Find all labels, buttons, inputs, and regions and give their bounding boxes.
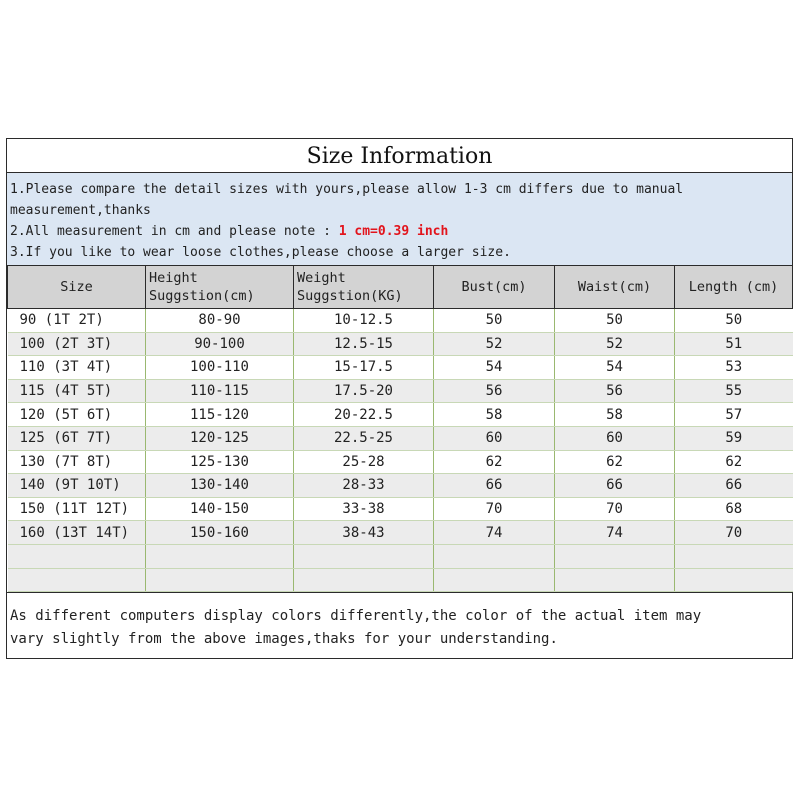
empty-cell: [434, 544, 555, 568]
header-bust: Bust(cm): [434, 266, 555, 309]
table-cell: 12.5-15: [294, 332, 434, 356]
note-line-3: [10, 221, 788, 242]
table-row: [8, 521, 793, 545]
table-cell: 100-110: [146, 356, 294, 380]
table-row: [8, 309, 793, 333]
table-cell: 50: [434, 309, 555, 333]
table-cell: 125-130: [146, 450, 294, 474]
header-weight: [294, 266, 434, 309]
note-line-3-text: 2.All measurement in cm and please note :: [10, 224, 339, 239]
header-weight-line2: Suggstion(KG): [297, 288, 403, 304]
size-table: [7, 265, 793, 592]
table-cell: 22.5-25: [294, 426, 434, 450]
table-cell: 59: [675, 426, 793, 450]
unit-conversion-highlight: 1 cm=0.39 inch: [338, 224, 449, 239]
empty-cell: [555, 544, 675, 568]
note-line-4: 3.If you like to wear loose clothes,please choose a larger size.: [10, 245, 511, 260]
table-cell: 74: [555, 521, 675, 545]
table-cell: 50: [555, 309, 675, 333]
table-cell: 62: [555, 450, 675, 474]
table-cell: 150-160: [146, 521, 294, 545]
page-title: Size Information: [7, 139, 792, 173]
header-height-line1: Height: [149, 270, 198, 286]
table-cell: 57: [675, 403, 793, 427]
table-header-row: [8, 266, 793, 309]
table-cell: 140-150: [146, 497, 294, 521]
table-cell: 110 (3T 4T): [8, 356, 146, 380]
table-cell: 110-115: [146, 379, 294, 403]
table-cell: 54: [434, 356, 555, 380]
table-row: [8, 356, 793, 380]
empty-cell: [294, 544, 434, 568]
table-cell: 58: [434, 403, 555, 427]
color-disclaimer: [7, 592, 792, 652]
table-row: [8, 497, 793, 521]
table-cell: 28-33: [294, 474, 434, 498]
header-height: [146, 266, 294, 309]
disclaimer-line-1: As different computers display colors differently,the color of the actual item may: [10, 608, 702, 625]
table-cell: 115 (4T 5T): [8, 379, 146, 403]
table-cell: 125 (6T 7T): [8, 426, 146, 450]
empty-cell: [675, 568, 793, 592]
table-cell: 33-38: [294, 497, 434, 521]
table-row: [8, 474, 793, 498]
note-line-2: measurement,thanks: [10, 203, 151, 218]
table-cell: 74: [434, 521, 555, 545]
table-cell: 15-17.5: [294, 356, 434, 380]
table-cell: 17.5-20: [294, 379, 434, 403]
table-cell: 62: [675, 450, 793, 474]
table-row: [8, 426, 793, 450]
table-cell: 80-90: [146, 309, 294, 333]
table-cell: 58: [555, 403, 675, 427]
empty-cell: [555, 568, 675, 592]
table-cell: 160 (13T 14T): [8, 521, 146, 545]
empty-cell: [675, 544, 793, 568]
empty-table-row: [8, 544, 793, 568]
table-cell: 66: [675, 474, 793, 498]
table-row: [8, 332, 793, 356]
table-cell: 115-120: [146, 403, 294, 427]
table-cell: 120-125: [146, 426, 294, 450]
table-cell: 70: [675, 521, 793, 545]
empty-cell: [146, 544, 294, 568]
table-cell: 56: [434, 379, 555, 403]
table-cell: 150 (11T 12T): [8, 497, 146, 521]
table-cell: 140 (9T 10T): [8, 474, 146, 498]
empty-cell: [8, 568, 146, 592]
header-waist: Waist(cm): [555, 266, 675, 309]
table-cell: 52: [434, 332, 555, 356]
table-cell: 66: [555, 474, 675, 498]
size-chart-frame: [6, 138, 793, 659]
header-size: Size: [8, 266, 146, 309]
table-cell: 70: [434, 497, 555, 521]
table-cell: 70: [555, 497, 675, 521]
table-cell: 54: [555, 356, 675, 380]
table-cell: 51: [675, 332, 793, 356]
table-row: [8, 379, 793, 403]
table-cell: 56: [555, 379, 675, 403]
table-cell: 66: [434, 474, 555, 498]
table-cell: 90 (1T 2T): [8, 309, 146, 333]
table-cell: 53: [675, 356, 793, 380]
table-row: [8, 450, 793, 474]
empty-cell: [294, 568, 434, 592]
table-cell: 60: [555, 426, 675, 450]
table-cell: 100 (2T 3T): [8, 332, 146, 356]
disclaimer-line-2: vary slightly from the above images,thaks for your understanding.: [10, 631, 558, 648]
table-cell: 130-140: [146, 474, 294, 498]
table-row: [8, 403, 793, 427]
table-cell: 90-100: [146, 332, 294, 356]
table-cell: 20-22.5: [294, 403, 434, 427]
table-cell: 120 (5T 6T): [8, 403, 146, 427]
notes-panel: [7, 173, 792, 265]
size-table-body: [8, 309, 793, 592]
table-cell: 38-43: [294, 521, 434, 545]
header-length: Length (cm): [675, 266, 793, 309]
table-cell: 10-12.5: [294, 309, 434, 333]
empty-table-row: [8, 568, 793, 592]
header-height-line2: Suggstion(cm): [149, 288, 255, 304]
table-cell: 50: [675, 309, 793, 333]
empty-cell: [146, 568, 294, 592]
table-cell: 130 (7T 8T): [8, 450, 146, 474]
header-weight-line1: Weight: [297, 270, 346, 286]
table-cell: 62: [434, 450, 555, 474]
table-cell: 55: [675, 379, 793, 403]
table-cell: 60: [434, 426, 555, 450]
empty-cell: [8, 544, 146, 568]
empty-cell: [434, 568, 555, 592]
table-cell: 52: [555, 332, 675, 356]
note-line-1: 1.Please compare the detail sizes with yours,please allow 1-3 cm differs due to manual: [10, 182, 684, 197]
table-cell: 68: [675, 497, 793, 521]
table-cell: 25-28: [294, 450, 434, 474]
